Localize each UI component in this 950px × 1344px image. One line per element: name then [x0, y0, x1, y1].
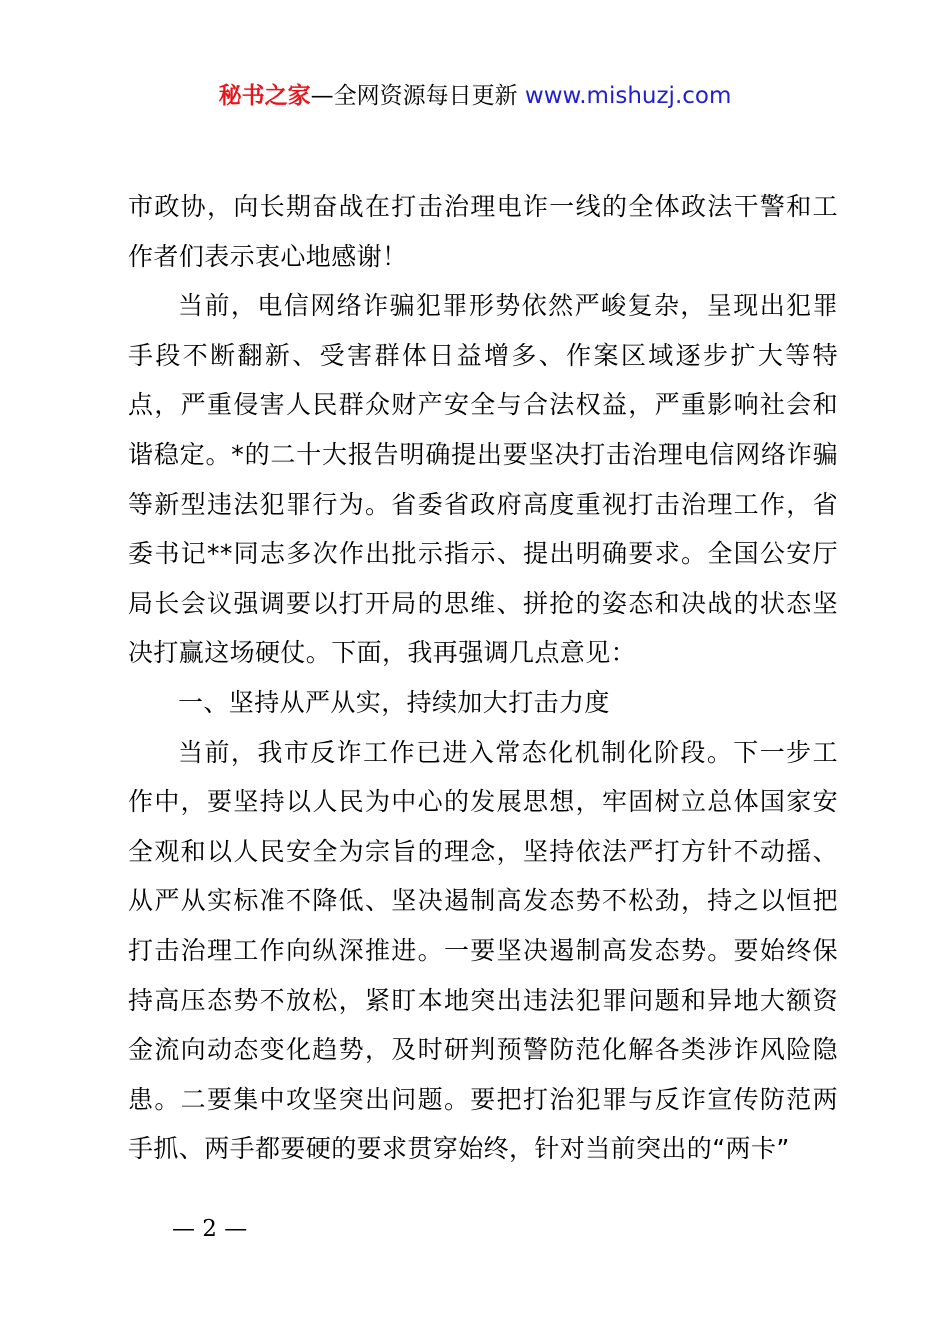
site-tagline: —全网资源每日更新 [310, 83, 518, 109]
paragraph-continuation: 市政协，向长期奋战在打击治理电诈一线的全体政法干警和工作者们表示衷心地感谢！ [128, 192, 838, 271]
paragraph-situation: 当前，电信网络诈骗犯罪形势依然严峻复杂，呈现出犯罪手段不断翻新、受害群体日益增多、作案区域逐步扩大等特点，严重侵害人民群众财产安全与合法权益，严重影响社会和谐稳定。*的二十大报告明确提出要坚决打击治理电信网络诈骗等新型违法犯罪行为。省委省政府高度重视打击治理工作，省委书记**同志多次作出批示指示、提出明确要求。全国公安厅局长会议强调要以打开局的思维、拼抢的姿态和决战的状态坚决打赢这场硬仗。下面，我再强调几点意见： [128, 291, 838, 668]
site-url-link[interactable]: www.mishuzj.com [524, 83, 732, 109]
page-number: — 2 — [172, 1216, 248, 1242]
document-body [128, 182, 838, 1174]
site-brand: 秘书之家 [218, 83, 311, 109]
site-header [0, 78, 950, 114]
section-heading: 一、坚持从严从实，持续加大打击力度 [178, 687, 610, 717]
paragraph-measures: 当前，我市反诈工作已进入常态化机制化阶段。下一步工作中，要坚持以人民为中心的发展思想，牢固树立总体国家安全观和以人民安全为宗旨的理念，坚持依法严打方针不动摇、从严从实标准不降低、坚决遏制高发态势不松劲，持之以恒把打击治理工作向纵深推进。一要坚决遏制高发态势。要始终保持高压态势不放松，紧盯本地突出违法犯罪问题和异地大额资金流向动态变化趋势，及时研判预警防范化解各类涉诈风险隐患。二要集中攻坚突出问题。要把打治犯罪与反诈宣传防范两手抓、两手都要硬的要求贯穿始终，针对当前突出的“两卡” [128, 737, 838, 1164]
